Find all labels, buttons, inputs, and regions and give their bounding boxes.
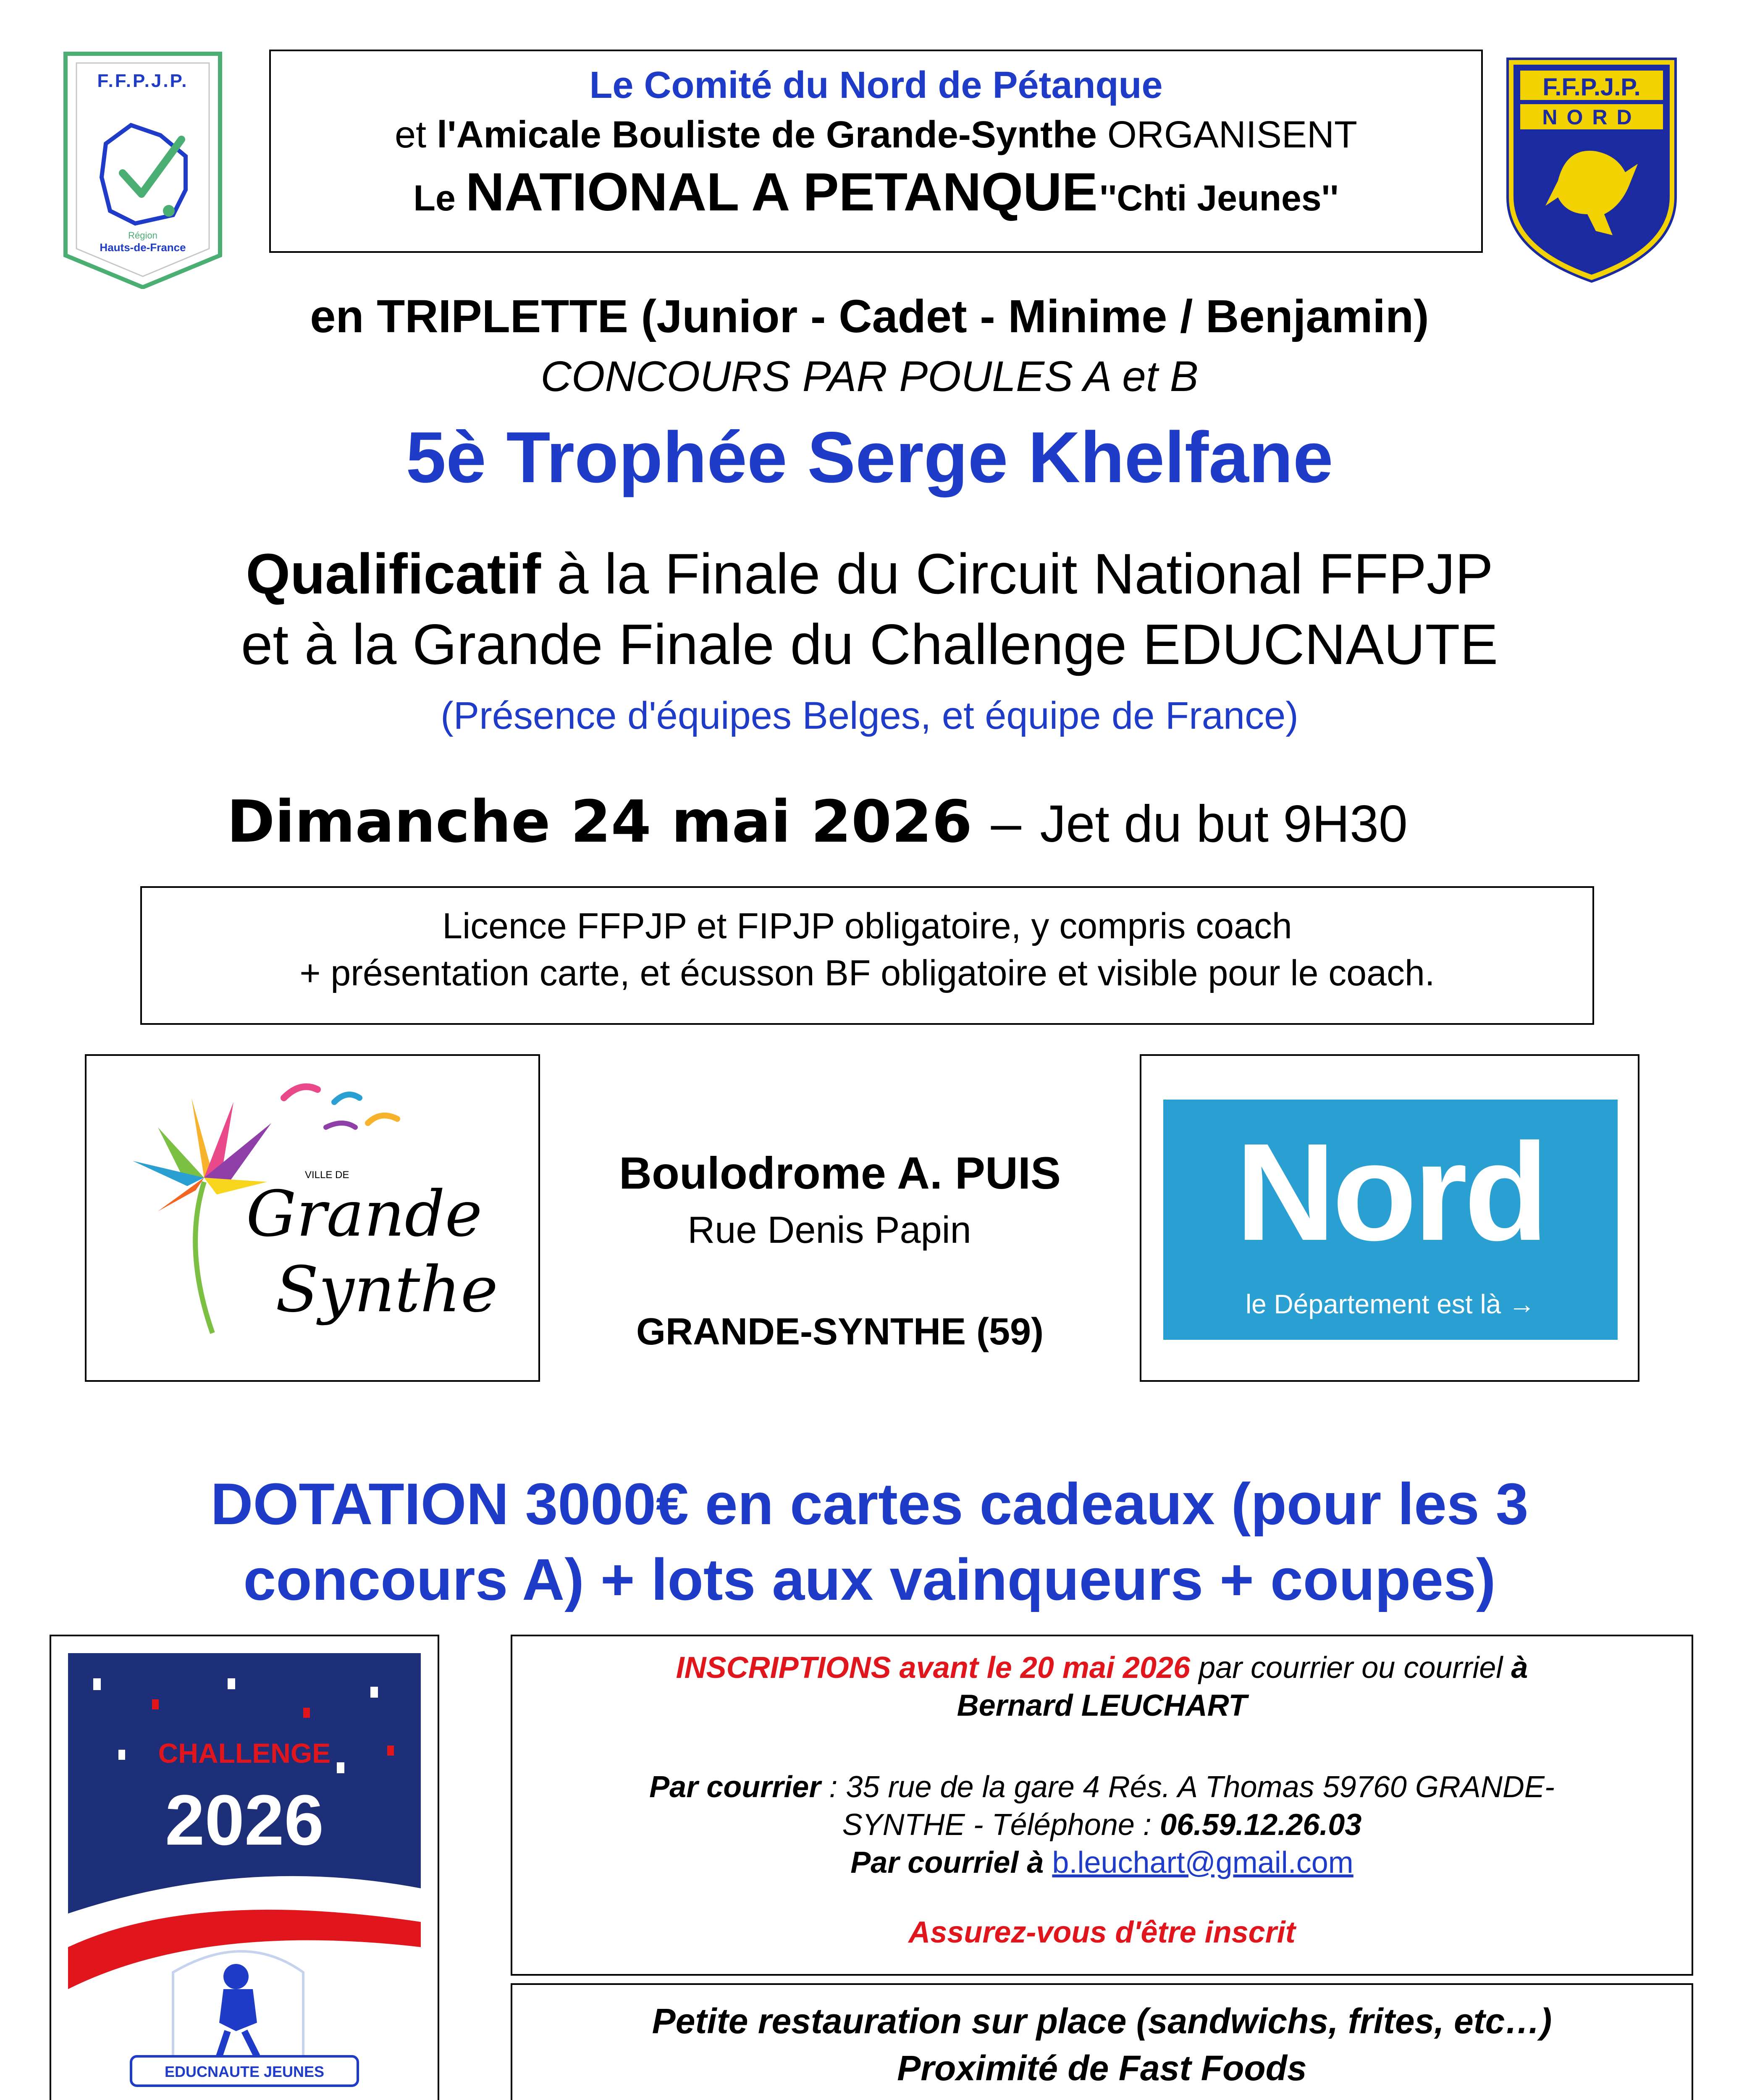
challenge-poster bbox=[68, 1653, 421, 2092]
licence-box bbox=[140, 886, 1594, 1025]
courrier-address: : 35 rue de la gare 4 Rés. A Thomas 59760 GRANDE- bbox=[821, 1770, 1555, 1804]
licence-line2: + présentation carte, et écusson BF obligatoire et visible pour le coach. bbox=[299, 953, 1435, 993]
nord-tagline: le Département est là → bbox=[1245, 1289, 1536, 1319]
inscriptions-a: à bbox=[1511, 1651, 1528, 1685]
qualif-bold: Qualificatif bbox=[246, 542, 541, 606]
nord-shield-name: NORD bbox=[1542, 105, 1641, 129]
jet-du-but-time: Jet du but 9H30 bbox=[1040, 795, 1408, 853]
inscriptions-method: par courrier ou courriel bbox=[1190, 1651, 1511, 1685]
qualif-line1 bbox=[0, 541, 1739, 606]
ville-de-label: VILLE DE bbox=[305, 1169, 349, 1181]
courrier-label: Par courrier bbox=[649, 1770, 821, 1804]
event-title: NATIONAL A PETANQUE bbox=[465, 162, 1098, 222]
organizer-box bbox=[269, 50, 1483, 253]
qualif-rest: à la Finale du Circuit National FFPJP bbox=[541, 542, 1493, 606]
email-link[interactable]: b.leuchart@gmail.com bbox=[1052, 1846, 1353, 1880]
organizer-line2 bbox=[271, 113, 1481, 157]
nord-title: Nord bbox=[1235, 1114, 1545, 1269]
grande-label: Grande bbox=[246, 1178, 483, 1251]
qualif-line2: et à la Grande Finale du Challenge EDUCNAUTE bbox=[241, 612, 1498, 676]
licence-line1: Licence FFPJP et FIPJP obligatoire, y compris coach bbox=[442, 906, 1292, 946]
dotation-line1: DOTATION 3000€ en cartes cadeaux (pour les 3 bbox=[210, 1471, 1529, 1537]
ffpjp-brand: F.F.P.J.P. bbox=[97, 71, 189, 91]
inscriptions-deadline: INSCRIPTIONS avant le 20 mai 2026 bbox=[676, 1651, 1191, 1685]
venue-street: Rue Denis Papin bbox=[687, 1209, 971, 1251]
ffpjp-hdf-logo bbox=[60, 51, 226, 289]
inscriptions-head bbox=[512, 1651, 1692, 1685]
courrier-city-phone-label: SYNTHE - Téléphone : bbox=[842, 1808, 1160, 1842]
ffpjp-nord-shield bbox=[1503, 55, 1680, 286]
organizer-line2-prefix: et bbox=[395, 114, 437, 156]
competition-pools: CONCOURS PAR POULES A et B bbox=[540, 352, 1199, 400]
event-date: Dimanche 24 mai 2026 bbox=[227, 788, 973, 856]
venue-name: Boulodrome A. PUIS bbox=[619, 1147, 1061, 1198]
courrier-line2 bbox=[512, 1808, 1692, 1842]
organizer-line3 bbox=[271, 161, 1481, 223]
courriel-line bbox=[512, 1845, 1692, 1880]
event-date-line bbox=[227, 788, 1529, 856]
event-subtitle: ''Chti Jeunes'' bbox=[1099, 178, 1339, 218]
inscriptions-contact-name: Bernard LEUCHART bbox=[957, 1689, 1247, 1722]
inscriptions-box bbox=[511, 1635, 1693, 1976]
restauration-line1: Petite restauration sur place (sandwichs, frites, etc…) bbox=[652, 2001, 1552, 2041]
dotation-line2: concours A) + lots aux vainqueurs + coupes) bbox=[243, 1546, 1496, 1612]
challenge-poster-box bbox=[50, 1635, 439, 2100]
competition-format: en TRIPLETTE (Junior - Cadet - Minime / Benjamin) bbox=[310, 291, 1429, 342]
grande-synthe-logo bbox=[108, 1073, 519, 1367]
organizer-line1: Le Comité du Nord de Pétanque bbox=[589, 64, 1163, 106]
event-le: Le bbox=[413, 178, 466, 218]
trophy-title: 5è Trophée Serge Khelfane bbox=[406, 417, 1333, 498]
restauration-box bbox=[511, 1983, 1693, 2100]
region-label: Région bbox=[128, 230, 157, 241]
nord-departement-logo bbox=[1163, 1100, 1618, 1340]
challenge-year: 2026 bbox=[165, 1780, 324, 1860]
courriel-label: Par courriel à bbox=[850, 1846, 1052, 1880]
venue-city: GRANDE-SYNTHE (59) bbox=[636, 1311, 1044, 1353]
date-separator: – bbox=[991, 792, 1021, 853]
presence-note: (Présence d'équipes Belges, et équipe de France) bbox=[441, 694, 1298, 737]
courrier-line1 bbox=[512, 1770, 1692, 1804]
restauration-line2: Proximité de Fast Foods bbox=[897, 2048, 1307, 2088]
nord-shield-brand: F.F.P.J.P. bbox=[1542, 74, 1641, 101]
assurez-inscrit: Assurez-vous d'être inscrit bbox=[908, 1916, 1296, 1949]
nord-logo-box bbox=[1140, 1054, 1639, 1382]
organizer-line2-suffix: ORGANISENT bbox=[1096, 114, 1357, 156]
synthe-label: Synthe bbox=[275, 1253, 498, 1326]
challenge-footer: EDUCNAUTE JEUNES bbox=[164, 2063, 325, 2080]
phone-number: 06.59.12.26.03 bbox=[1159, 1808, 1362, 1842]
grande-synthe-logo-box bbox=[85, 1054, 540, 1382]
organizer-line2-bold: l'Amicale Bouliste de Grande-Synthe bbox=[437, 114, 1097, 156]
challenge-title: CHALLENGE bbox=[158, 1738, 331, 1769]
region-name: Hauts-de-France bbox=[100, 241, 186, 254]
